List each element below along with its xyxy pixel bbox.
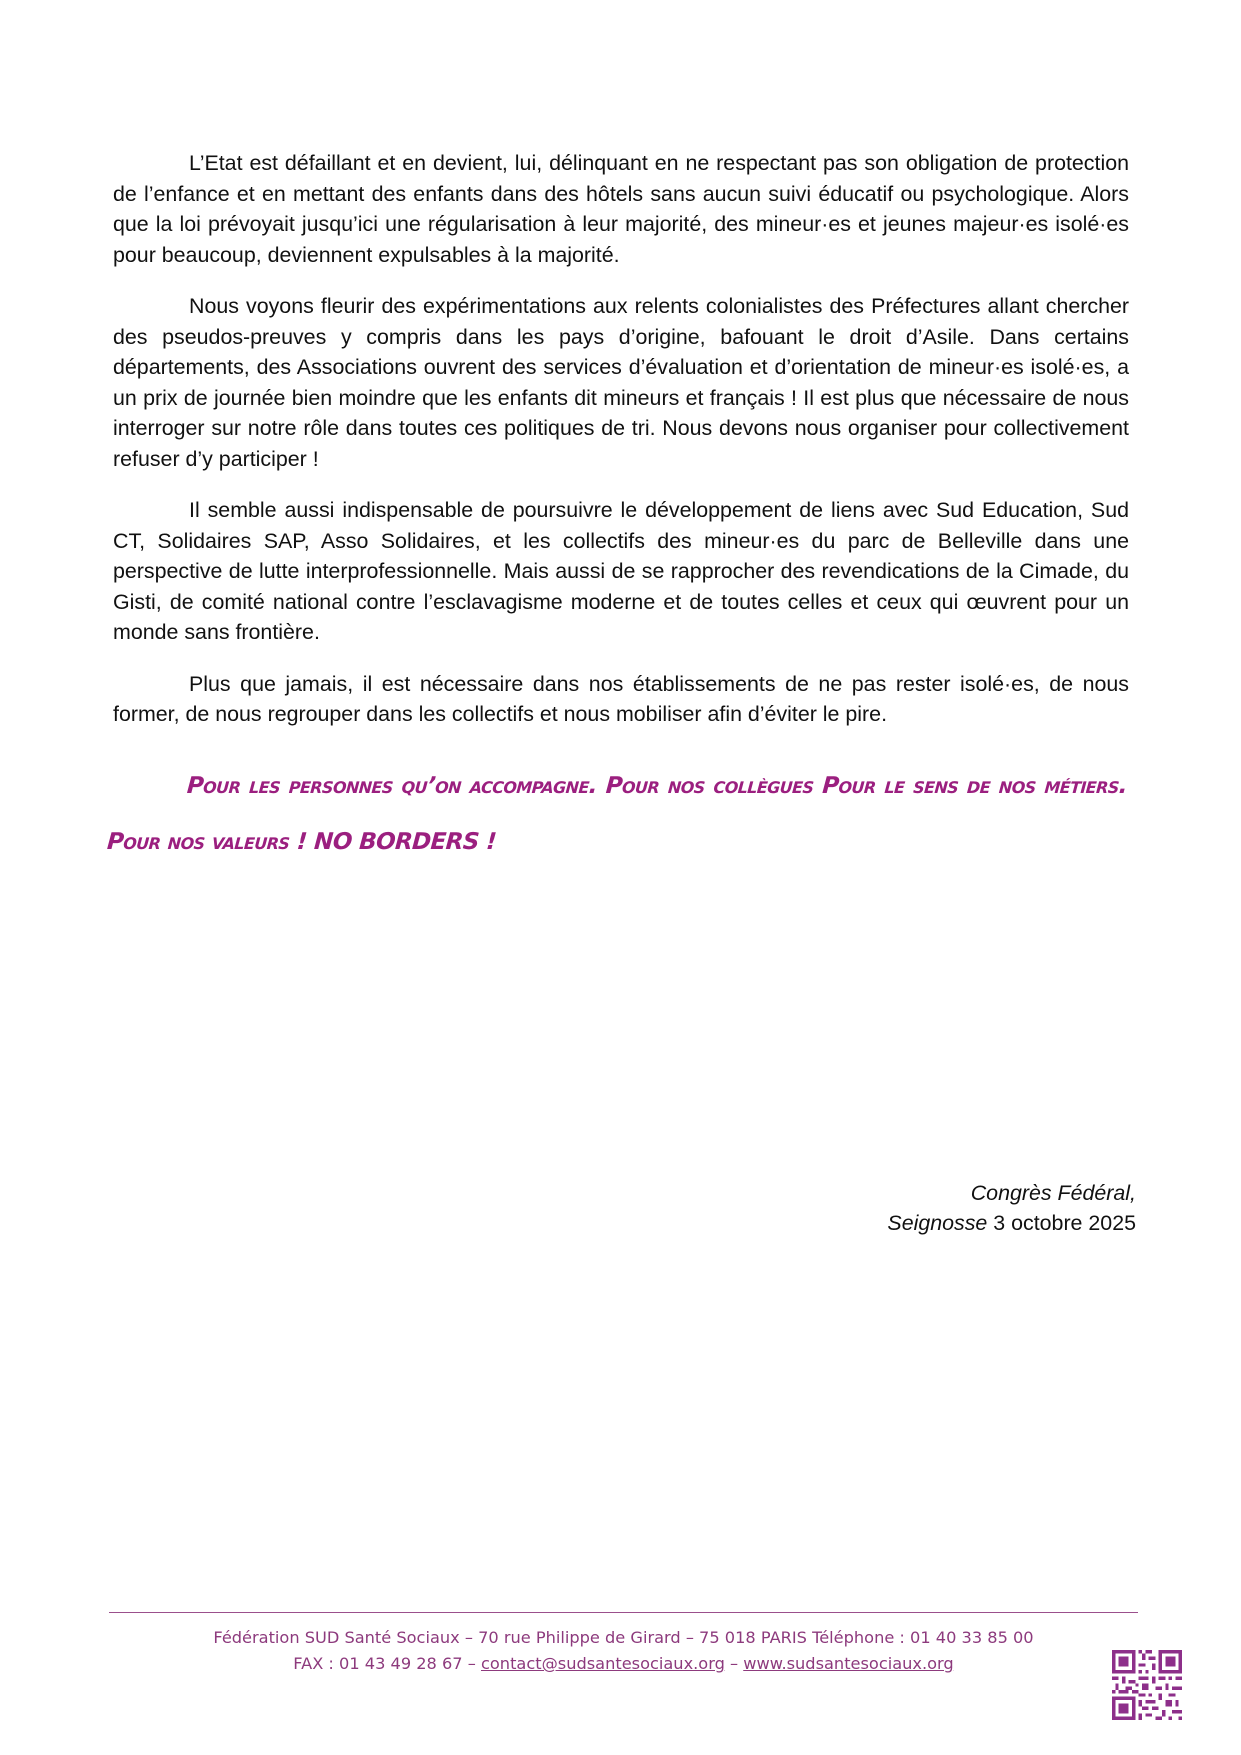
signature-block <box>887 1178 1136 1238</box>
body-text <box>113 148 1129 751</box>
footer <box>109 1625 1138 1677</box>
signature-place: Seignosse <box>887 1211 988 1235</box>
signature-place-date <box>887 1208 1136 1238</box>
footer-separator: – <box>724 1654 744 1673</box>
email-link[interactable]: contact@sudsantesociaux.org <box>481 1654 725 1673</box>
footer-contact <box>109 1651 1138 1677</box>
signature-date: 3 octobre 2025 <box>987 1211 1136 1235</box>
signature-event: Congrès Fédéral, <box>970 1181 1136 1205</box>
footer-divider <box>109 1612 1138 1613</box>
paragraph: L’Etat est défaillant et en devient, lui, délinquant en ne respectant pas son obligation de protection de l’enfance et en mettant des enfants dans des hôtels sans aucun suivi éducatif ou psychologique. Alors que la loi prévoyait jusqu’ici une régularisation à leur majorité, des mineur·es et jeunes majeur·es isolé·es pour beaucoup, deviennent expulsables à la majorité. <box>113 151 1129 267</box>
footer-address: Fédération SUD Santé Sociaux – 70 rue Philippe de Girard – 75 018 PARIS Téléphone : 01 40 33 85 00 <box>213 1628 1034 1647</box>
qr-code-icon[interactable] <box>1112 1650 1182 1720</box>
paragraph: Plus que jamais, il est nécessaire dans nos établissements de ne pas rester isolé·es, de nous former, de nous regrouper dans les collectifs et nous mobiliser afin d’éviter le pire. <box>113 671 1129 726</box>
paragraph: Nous voyons fleurir des expérimentations aux relents colonialistes des Préfectures allant chercher des pseudos-preuves y compris dans les pays d’origine, bafouant le droit d’Asile. Dans certains départements, des Associations ouvrent des services d’évaluation et d’orientation de mineur·es isolé·es, a un prix de journée bien moindre que les enfants dit mineurs et français ! Il est plus que nécessaire de nous interroger sur notre rôle dans toutes ces politiques de tri. Nous devons nous organiser pour collectivement refuser d’y participer ! <box>113 294 1129 471</box>
slogan: Pour les personnes qu’on accompagne. Pour nos collègues Pour le sens de nos métiers. Pour nos valeurs ! NO BORDERS ! <box>106 773 1128 855</box>
paragraph: Il semble aussi indispensable de poursuivre le développement de liens avec Sud Education, Sud CT, Solidaires SAP, Asso Solidaires, et les collectifs des mineur·es du parc de Belleville dans une perspective de lutte interprofessionnelle. Mais aussi de se rapprocher des revendications de la Cimade, du Gisti, de comité national contre l’esclavagisme moderne et de toutes celles et ceux qui œuvrent pour un monde sans frontière. <box>113 498 1129 644</box>
footer-fax: FAX : 01 43 49 28 67 – <box>293 1654 481 1673</box>
website-link[interactable]: www.sudsantesociaux.org <box>743 1654 954 1673</box>
